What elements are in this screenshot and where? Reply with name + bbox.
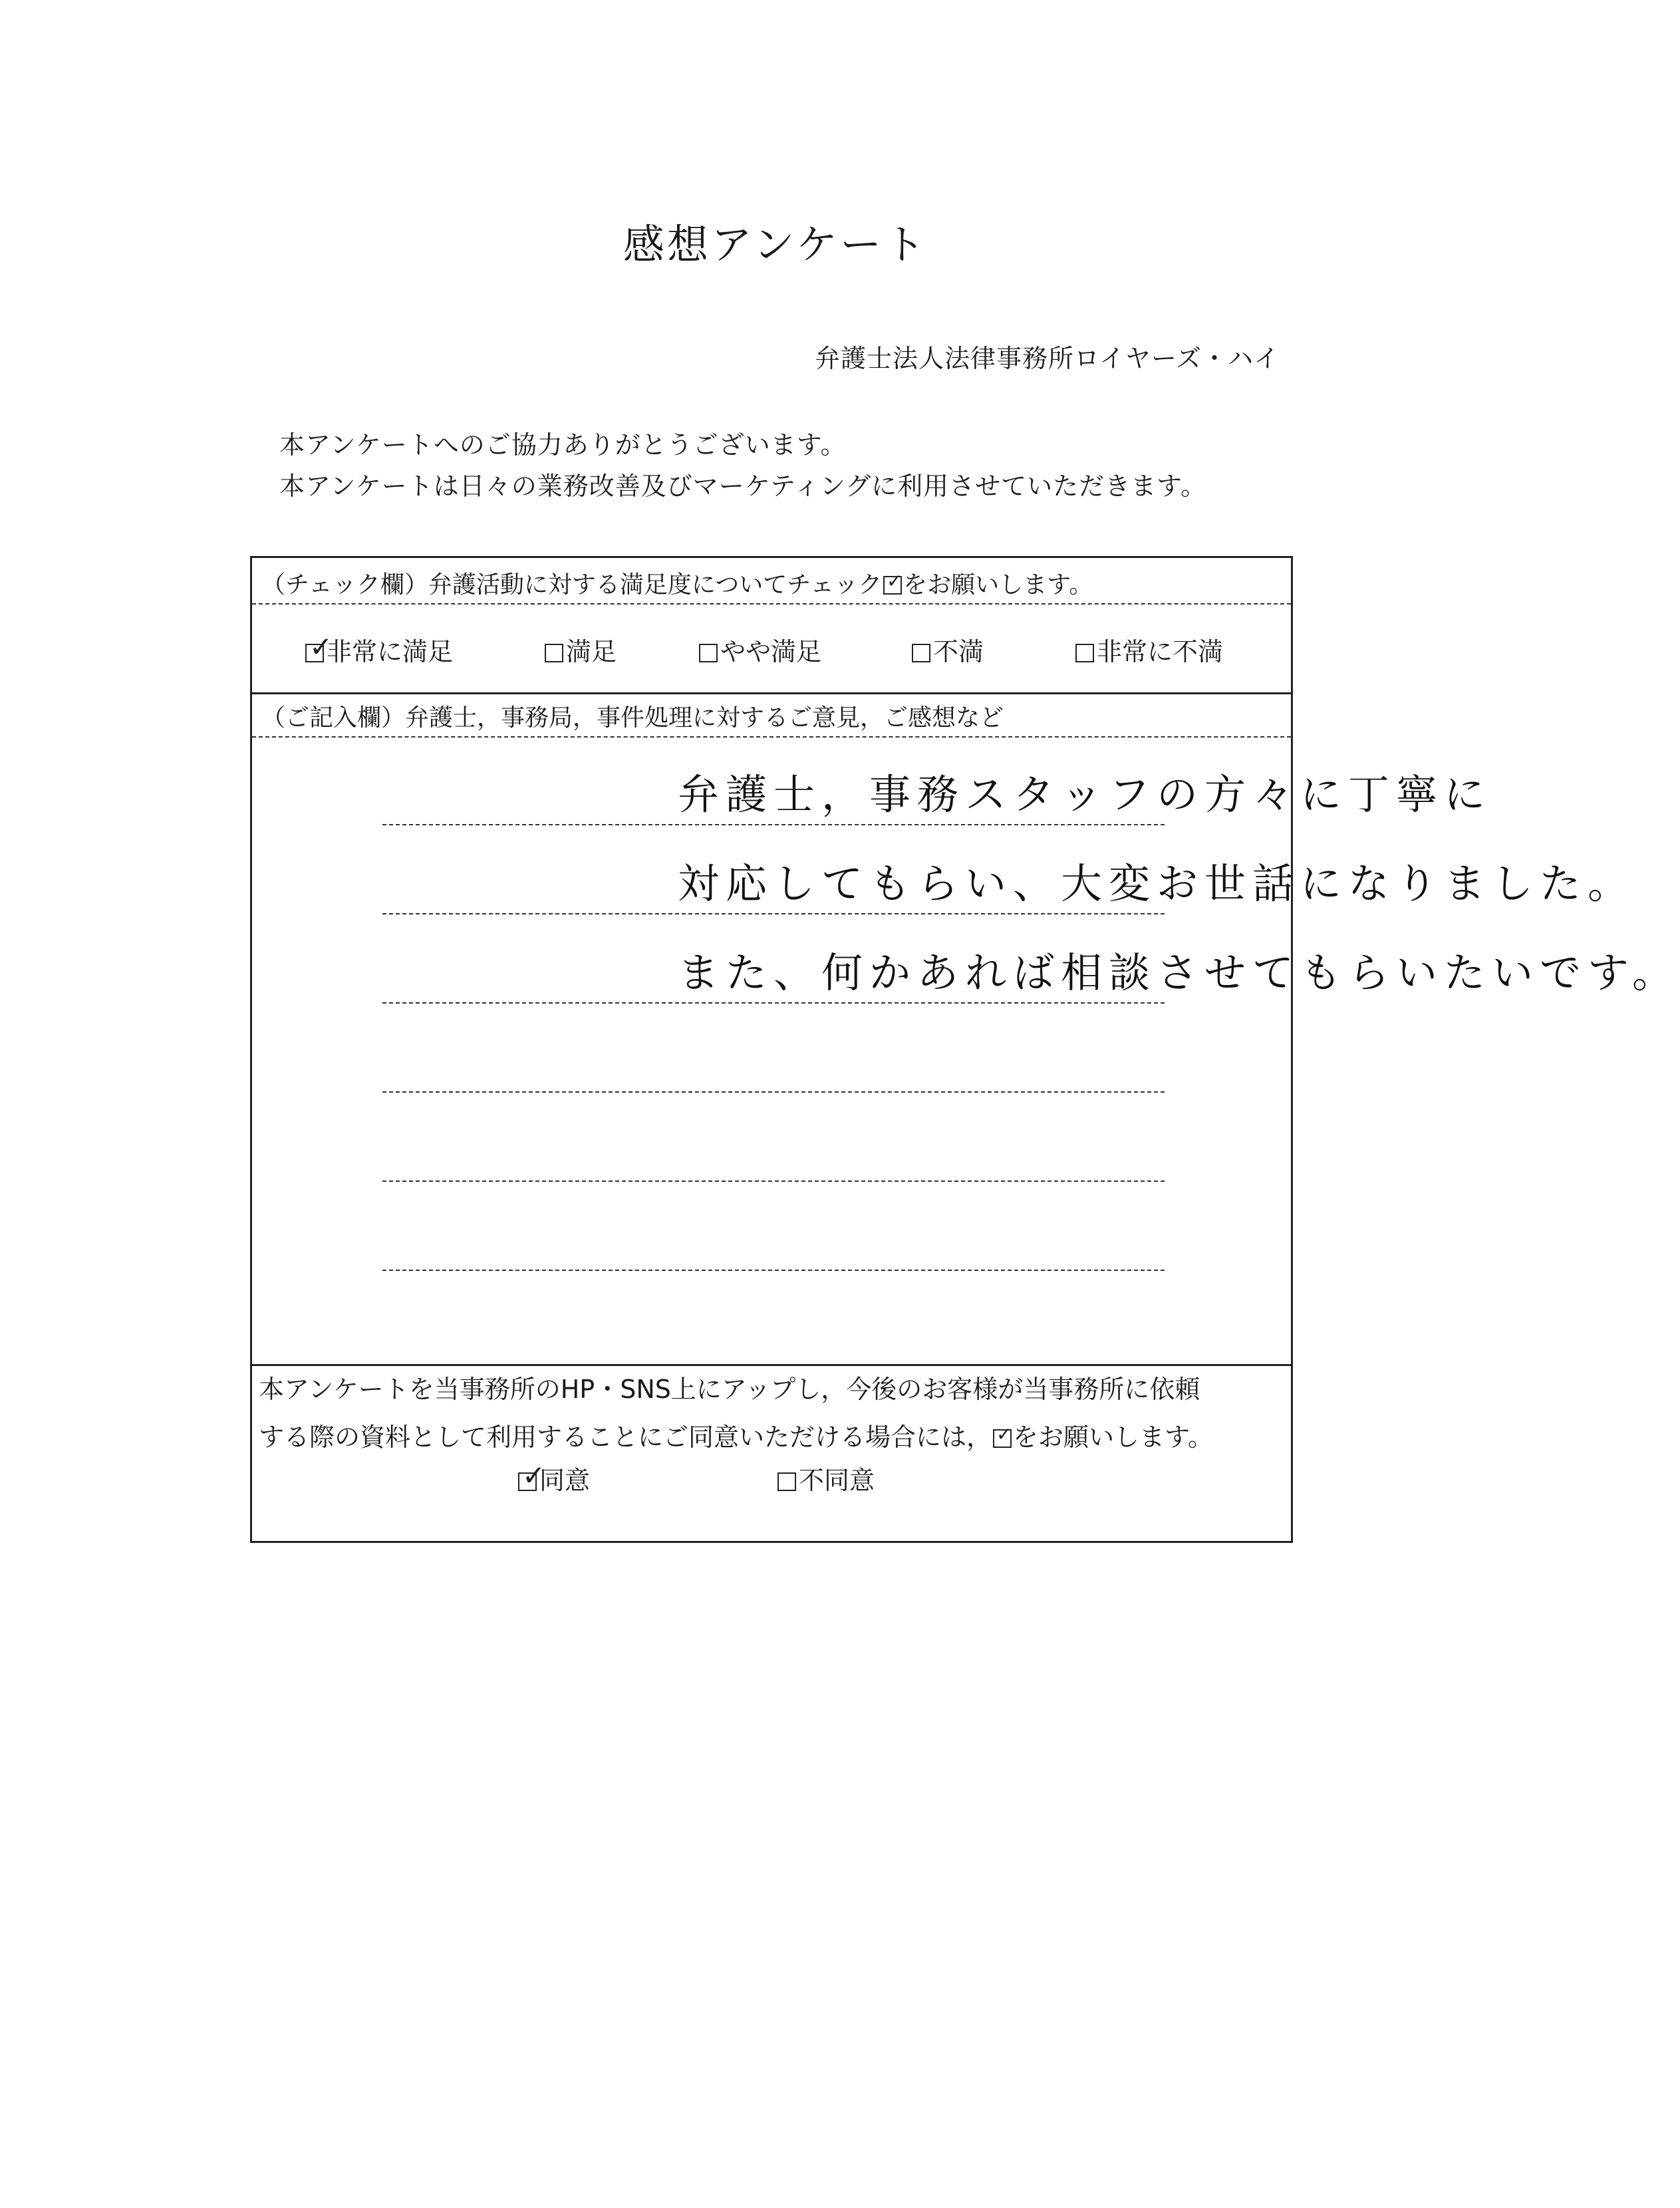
consent-text bbox=[259, 1365, 1213, 1461]
writing-line bbox=[382, 1002, 1165, 1004]
writing-line bbox=[382, 1180, 1165, 1182]
checkbox-agree[interactable] bbox=[518, 1459, 546, 1492]
divider bbox=[252, 603, 1291, 605]
option-label: 不満 bbox=[933, 637, 984, 666]
check-section-heading bbox=[252, 566, 1291, 600]
option-label: 満足 bbox=[566, 637, 617, 666]
writing-line bbox=[382, 913, 1165, 914]
checkbox-satisfied[interactable] bbox=[545, 644, 563, 662]
handwritten-line-2: 対応してもらい、大変お世話になりました。 bbox=[678, 859, 1636, 908]
intro-line-2: 本アンケートは日々の業務改善及びマーケティングに利用させていただきます。 bbox=[279, 472, 1207, 501]
check-mark-icon: ✓ bbox=[522, 1459, 546, 1492]
checkbox-very-dissatisfied[interactable] bbox=[1075, 644, 1094, 662]
option-agree[interactable] bbox=[518, 1460, 590, 1496]
checkbox-disagree[interactable] bbox=[777, 1472, 796, 1491]
checkbox-somewhat-satisfied[interactable] bbox=[699, 644, 718, 662]
option-very-dissatisfied[interactable] bbox=[1075, 631, 1223, 668]
comment-section-heading: （ご記入欄）弁護士，事務局，事件処理に対するご意見，ご感想など bbox=[261, 704, 1004, 732]
divider bbox=[252, 736, 1291, 738]
option-label: やや満足 bbox=[720, 637, 822, 666]
option-disagree[interactable] bbox=[777, 1460, 875, 1496]
option-label: 非常に不満 bbox=[1097, 637, 1224, 666]
handwritten-line-1: 弁護士，事務スタッフの方々に丁寧に bbox=[678, 770, 1492, 819]
checkbox-icon bbox=[883, 576, 902, 595]
writing-line bbox=[382, 1270, 1165, 1271]
consent-line-2 bbox=[259, 1413, 1213, 1461]
writing-line bbox=[382, 1091, 1165, 1093]
consent-line-2-suffix: をお願いします。 bbox=[1013, 1423, 1213, 1452]
section-separator bbox=[252, 692, 1291, 694]
option-dissatisfied[interactable] bbox=[912, 631, 984, 668]
option-very-satisfied[interactable] bbox=[305, 631, 453, 668]
option-label: 非常に満足 bbox=[327, 637, 454, 666]
survey-title: 感想アンケート bbox=[623, 220, 928, 269]
checkbox-dissatisfied[interactable] bbox=[912, 644, 930, 662]
writing-line bbox=[382, 824, 1165, 825]
checkbox-icon bbox=[993, 1429, 1012, 1448]
consent-line-1: 本アンケートを当事務所のHP・SNS上にアップし，今後のお客様が当事務所に依頼 bbox=[259, 1375, 1200, 1404]
handwritten-line-3: また、何かあれば相談させてもらいたいです。 bbox=[678, 948, 1680, 997]
option-satisfied[interactable] bbox=[545, 631, 617, 668]
consent-line-2-text: する際の資料として利用することにご同意いただける場合には， bbox=[259, 1423, 992, 1452]
survey-form-box bbox=[250, 556, 1680, 1543]
intro-line-1: 本アンケートへのご協力ありがとうございます。 bbox=[279, 430, 847, 460]
option-label: 不同意 bbox=[799, 1466, 875, 1495]
checkbox-very-satisfied[interactable] bbox=[305, 630, 333, 663]
intro-text bbox=[279, 424, 1206, 507]
option-somewhat-satisfied[interactable] bbox=[699, 631, 821, 668]
check-heading-text: （チェック欄）弁護活動に対する満足度についてチェック bbox=[261, 571, 883, 599]
option-label: 同意 bbox=[539, 1466, 591, 1495]
check-mark-icon: ✓ bbox=[309, 630, 333, 663]
firm-name: 弁護士法人法律事務所ロイヤーズ・ハイ bbox=[815, 344, 1280, 373]
check-heading-suffix: をお願いします。 bbox=[903, 571, 1093, 599]
